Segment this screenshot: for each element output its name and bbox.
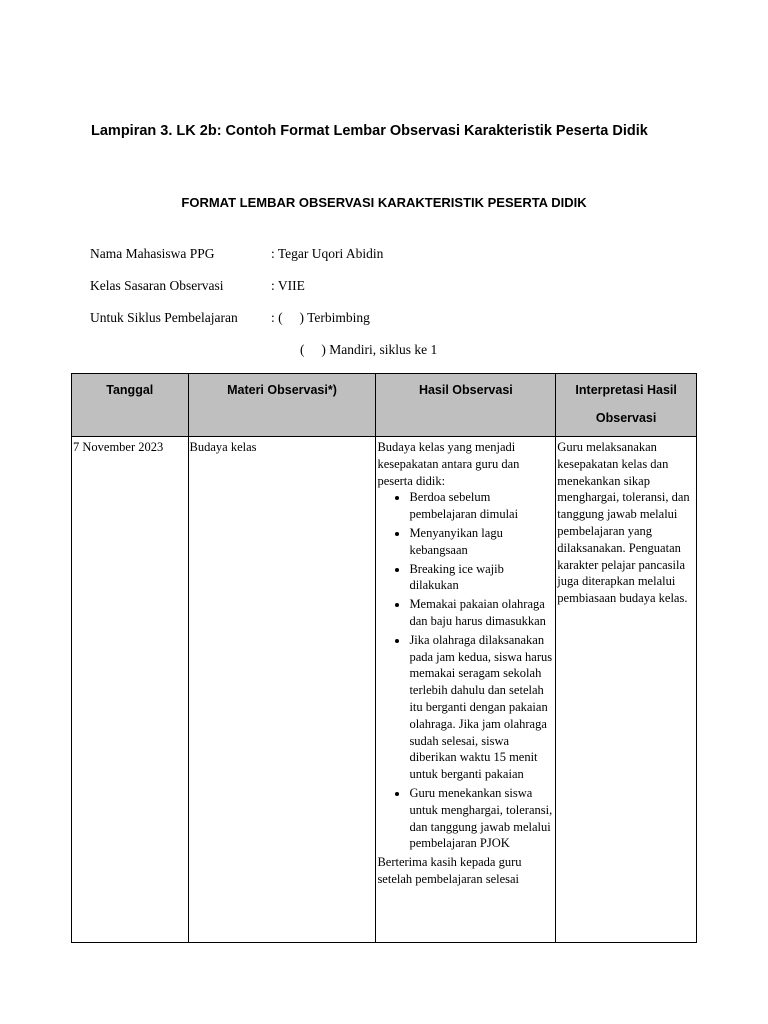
list-item: • Menyanyikan lagu kebangsaan (409, 525, 554, 559)
field-value-kelas: : VIIE (271, 278, 305, 293)
observation-table (71, 373, 697, 943)
table-row (72, 437, 697, 943)
field-value-mahasiswa: : Tegar Uqori Abidin (271, 246, 384, 261)
header-tanggal: Tanggal (72, 374, 189, 437)
list-item: • Jika olahraga dilaksanakan pada jam kedua, siswa harus memakai seragam sekolah terlebih dahulu dan setelah itu berganti dengan pakaian olahraga. Jika jam olahraga sudah selesai, siswa diberikan waktu 15 menit untuk berganti pakaian (409, 632, 554, 783)
field-label-mahasiswa: Nama Mahasiswa PPG (90, 246, 215, 261)
list-item: • Guru menekankan siswa untuk menghargai, toleransi, dan tanggung jawab melalui pembelajaran PJOK (409, 785, 554, 852)
header-interpretasi: Interpretasi Hasil Observasi (556, 374, 697, 437)
field-label-kelas: Kelas Sasaran Observasi (90, 278, 224, 293)
cell-materi: Budaya kelas (188, 437, 376, 943)
cell-tanggal: 7 November 2023 (72, 437, 189, 943)
header-hasil: Hasil Observasi (376, 374, 556, 437)
field-label-siklus: Untuk Siklus Pembelajaran (90, 310, 238, 325)
cell-hasil (376, 437, 556, 943)
cell-interpretasi: Guru melaksanakan kesepakatan kelas dan menekankan sikap menghargai, toleransi, dan tanggung jawab melalui pembelajaran yang dilaksanakan. Penguatan karakter pelajar pancasila juga diterapkan melalui pembiasaan budaya kelas. (556, 437, 697, 943)
hasil-list (377, 489, 554, 852)
field-value-siklus-mandiri: ( ) Mandiri, siklus ke 1 (300, 342, 438, 357)
header-materi: Materi Observasi*) (188, 374, 376, 437)
list-item: • Berdoa sebelum pembelajaran dimulai (409, 489, 554, 523)
document-title: Lampiran 3. LK 2b: Contoh Format Lembar Observasi Karakteristik Peserta Didik (91, 123, 648, 139)
table-header-row (72, 374, 697, 437)
hasil-intro: Budaya kelas yang menjadi kesepakatan antara guru dan peserta didik: (377, 440, 520, 488)
field-value-siklus-terbimbing: : ( ) Terbimbing (271, 310, 370, 325)
list-item: • Memakai pakaian olahraga dan baju harus dimasukkan (409, 596, 554, 630)
form-title: FORMAT LEMBAR OBSERVASI KARAKTERISTIK PESERTA DIDIK (181, 195, 587, 210)
hasil-outro: Berterima kasih kepada guru setelah pembelajaran selesai (377, 855, 522, 886)
list-item: • Breaking ice wajib dilakukan (409, 561, 554, 595)
